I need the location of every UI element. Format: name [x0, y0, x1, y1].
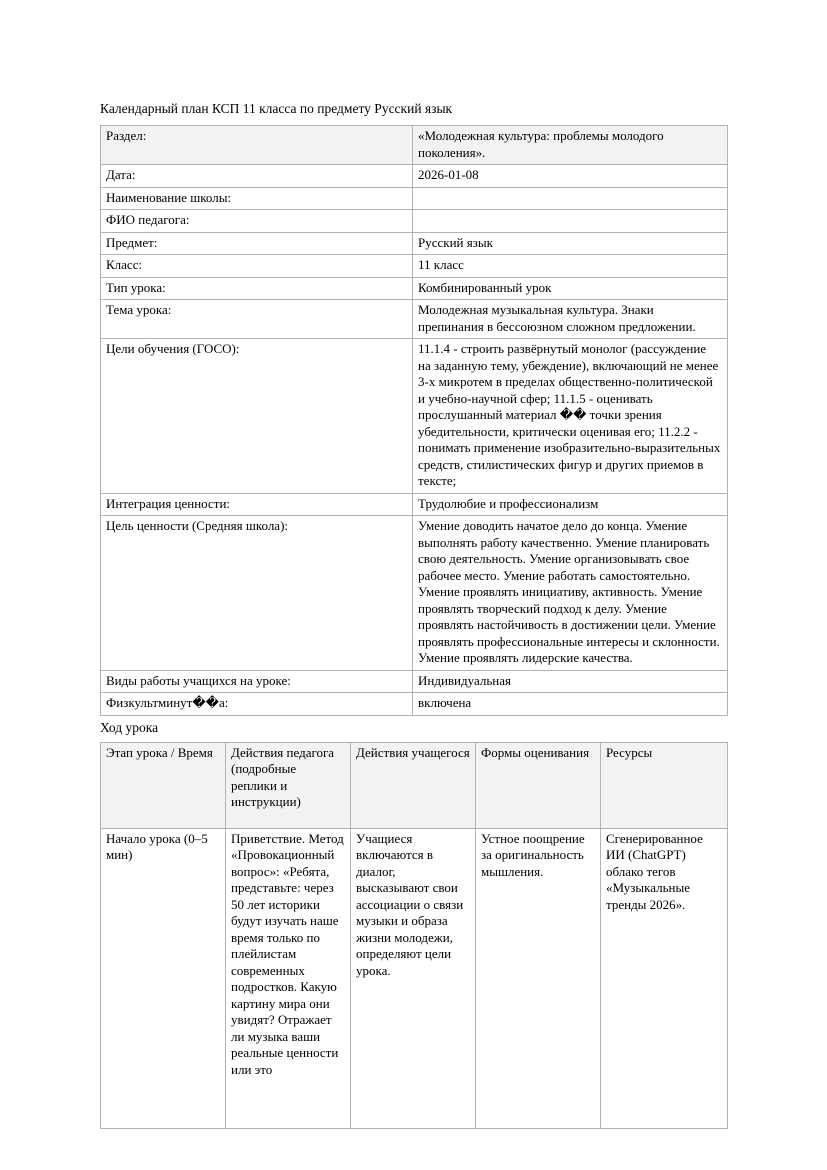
- table-row: [101, 339, 728, 494]
- cell-assessment-forms: Устное поощрение за оригинальность мышления.: [476, 828, 601, 1128]
- column-header-stage: Этап урока / Время: [101, 742, 226, 828]
- table-row: [101, 255, 728, 278]
- info-label-data: Дата:: [101, 165, 413, 188]
- info-label-physical-break: Физкультминут��a:: [101, 693, 413, 716]
- table-row: [101, 126, 728, 165]
- info-label-lesson-type: Тип урока:: [101, 277, 413, 300]
- info-value-teacher-name: [413, 210, 728, 233]
- table-row: [101, 670, 728, 693]
- info-label-teacher-name: ФИО педагога:: [101, 210, 413, 233]
- cell-student-actions: Учащиеся включаются в диалог, высказывают свои ассоциации о связи музыки и образа жизни молодежи, определяют цели урока.: [351, 828, 476, 1128]
- table-header-row: [101, 742, 728, 828]
- cell-resources: Сгенерированное ИИ (ChatGPT) облако тегов «Музыкальные тренды 2026».: [601, 828, 728, 1128]
- info-label-subject: Предмет:: [101, 232, 413, 255]
- table-row: [101, 187, 728, 210]
- info-value-lesson-type: Комбинированный урок: [413, 277, 728, 300]
- table-row: [101, 232, 728, 255]
- column-header-assessment-forms: Формы оценивания: [476, 742, 601, 828]
- info-label-school: Наименование школы:: [101, 187, 413, 210]
- info-value-grade: 11 класс: [413, 255, 728, 278]
- column-header-teacher-actions: Действия педагога (подробные реплики и инструкции): [226, 742, 351, 828]
- info-label-grade: Класс:: [101, 255, 413, 278]
- cell-teacher-actions: Приветствие. Метод «Провокационный вопрос»: «Ребята, представьте: через 50 лет историки будут изучать наше время только по плейлистам современных подростков. Какую картину мира они увидят? Отражает ли музыка ваши реальные ценности или это: [226, 828, 351, 1128]
- column-header-student-actions: Действия учащегося: [351, 742, 476, 828]
- lesson-flow-table: [100, 742, 728, 1129]
- info-value-subject: Русский язык: [413, 232, 728, 255]
- info-value-physical-break: включена: [413, 693, 728, 716]
- lesson-info-table-body: [101, 126, 728, 716]
- info-value-learning-objectives: 11.1.4 - строить развёрнутый монолог (рассуждение на заданную тему, убеждение), включающий не менее 3-х микротем в пределах общественно-политической и учебно-научной сфер; 11.1.5 - оценивать прослушанный материал �� точки зрения убедительности, критически оценивая его; 11.2.2 - понимать применение изобразительно-выразительных средств, стилистических фигур и других приемов в тексте;: [413, 339, 728, 494]
- info-label-razdel: Раздел:: [101, 126, 413, 165]
- table-row: [101, 277, 728, 300]
- info-label-value-integration: Интеграция ценности:: [101, 493, 413, 516]
- table-row: [101, 693, 728, 716]
- info-label-value-goal: Цель ценности (Средняя школа):: [101, 516, 413, 671]
- info-value-school: [413, 187, 728, 210]
- info-label-learning-objectives: Цели обучения (ГОСО):: [101, 339, 413, 494]
- info-label-lesson-topic: Тема урока:: [101, 300, 413, 339]
- lesson-info-table: [100, 125, 728, 716]
- page-title: Календарный план КСП 11 класса по предмету Русский язык: [100, 101, 453, 116]
- info-value-value-integration: Трудолюбие и профессионализм: [413, 493, 728, 516]
- info-value-razdel: «Молодежная культура: проблемы молодого поколения».: [413, 126, 728, 165]
- info-value-lesson-topic: Молодежная музыкальная культура. Знаки препинания в бессоюзном сложном предложении.: [413, 300, 728, 339]
- table-row: [101, 210, 728, 233]
- column-header-resources: Ресурсы: [601, 742, 728, 828]
- table-row: [101, 828, 728, 1128]
- info-value-work-types: Индивидуальная: [413, 670, 728, 693]
- table-row: [101, 493, 728, 516]
- info-label-work-types: Виды работы учащихся на уроке:: [101, 670, 413, 693]
- table-row: [101, 516, 728, 671]
- table-row: [101, 300, 728, 339]
- info-value-value-goal: Умение доводить начатое дело до конца. Умение выполнять работу качественно. Умение планировать свою деятельность. Умение организовывать свое рабочее место. Умение работать самостоятельно. Умение проявлять инициативу, активность. Умение проявлять творческий подход к делу. Умение проявлять настойчивость в достижении цели. Умение проявлять профессиональные интересы и склонности. Умение проявлять лидерские качества.: [413, 516, 728, 671]
- table-row: [101, 165, 728, 188]
- cell-stage: Начало урока (0–5 мин): [101, 828, 226, 1128]
- info-value-data: 2026-01-08: [413, 165, 728, 188]
- lesson-flow-table-body: [101, 742, 728, 1128]
- section-caption-lesson-flow: Ход урока: [100, 719, 159, 735]
